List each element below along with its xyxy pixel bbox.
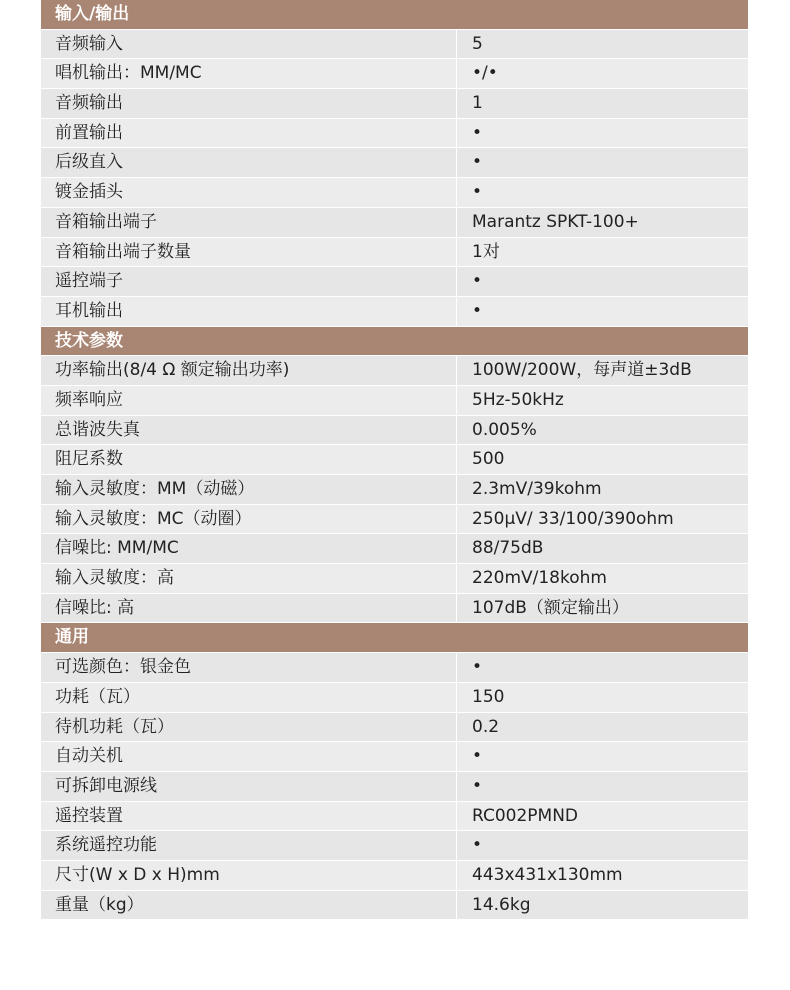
spec-value: 5 (472, 33, 483, 54)
spec-label: 输入灵敏度：高 (41, 564, 457, 593)
spec-value: 5Hz-50kHz (472, 389, 564, 410)
spec-label: 音箱输出端子 (41, 208, 457, 237)
section-header: 技术参数 (41, 327, 748, 357)
spec-value: 0.2 (472, 716, 500, 737)
spec-row (41, 267, 748, 297)
spec-value: Marantz SPKT-100+ (472, 211, 639, 232)
spec-label: 系统遥控功能 (41, 831, 457, 860)
spec-row (41, 445, 748, 475)
section-io (41, 0, 748, 327)
spec-row (41, 30, 748, 60)
section-rows (41, 30, 748, 327)
spec-label: 遥控端子 (41, 267, 457, 296)
spec-label: 信噪比: 高 (41, 594, 457, 623)
spec-label: 音箱输出端子数量 (41, 238, 457, 267)
spec-value: • (472, 300, 483, 321)
spec-value: 220mV/18kohm (472, 568, 607, 589)
spec-row (41, 683, 748, 713)
spec-row (41, 891, 748, 921)
spec-label: 输入灵敏度：MM（动磁） (41, 475, 457, 504)
spec-row (41, 208, 748, 238)
section-header: 通用 (41, 623, 748, 653)
spec-row (41, 297, 748, 327)
spec-value: 1 (472, 93, 483, 114)
spec-row (41, 713, 748, 743)
spec-value: • (472, 835, 483, 856)
spec-row (41, 178, 748, 208)
spec-label: 重量（kg） (41, 891, 457, 920)
spec-value: 14.6kg (472, 894, 531, 915)
spec-row (41, 356, 748, 386)
spec-value: • (472, 152, 483, 173)
spec-label: 唱机输出：MM/MC (41, 59, 457, 88)
spec-value: 100W/200W，每声道±3dB (472, 360, 692, 381)
spec-value: 250μV/ 33/100/390ohm (472, 508, 674, 529)
spec-row (41, 534, 748, 564)
spec-label: 可选颜色：银金色 (41, 653, 457, 682)
spec-label: 音频输出 (41, 89, 457, 118)
spec-label: 功率输出(8/4 Ω 额定输出功率) (41, 356, 457, 385)
spec-row (41, 89, 748, 119)
spec-value: 0.005% (472, 419, 537, 440)
spec-row (41, 238, 748, 268)
section-header: 输入/输出 (41, 0, 748, 30)
spec-value: • (472, 657, 483, 678)
spec-label: 前置输出 (41, 119, 457, 148)
spec-value: 443x431x130mm (472, 864, 623, 885)
spec-label: 音频输入 (41, 30, 457, 59)
spec-value: • (472, 182, 483, 203)
spec-row (41, 772, 748, 802)
section-general (41, 623, 748, 920)
spec-row (41, 119, 748, 149)
spec-label: 功耗（瓦） (41, 683, 457, 712)
spec-row (41, 594, 748, 624)
spec-value: 1对 (472, 241, 500, 262)
spec-row (41, 59, 748, 89)
spec-label: 自动关机 (41, 742, 457, 771)
spec-value: 500 (472, 449, 505, 470)
spec-label: 信噪比: MM/MC (41, 534, 457, 563)
spec-row (41, 148, 748, 178)
spec-label: 遥控装置 (41, 802, 457, 831)
spec-value: RC002PMND (472, 805, 579, 826)
spec-label: 耳机输出 (41, 297, 457, 326)
spec-value: • (472, 775, 483, 796)
spec-value: 107dB（额定输出） (472, 597, 629, 618)
spec-label: 输入灵敏度：MC（动圈） (41, 505, 457, 534)
spec-row (41, 653, 748, 683)
spec-value: • (472, 746, 483, 767)
spec-row (41, 831, 748, 861)
spec-table (41, 0, 748, 920)
spec-label: 阻尼系数 (41, 445, 457, 474)
section-rows (41, 356, 748, 623)
spec-value: 88/75dB (472, 538, 544, 559)
spec-value: 150 (472, 686, 505, 707)
spec-label: 后级直入 (41, 148, 457, 177)
section-technical (41, 327, 748, 624)
spec-label: 总谐波失真 (41, 416, 457, 445)
spec-label: 镀金插头 (41, 178, 457, 207)
spec-row (41, 505, 748, 535)
spec-label: 尺寸(W x D x H)mm (41, 861, 457, 890)
spec-row (41, 564, 748, 594)
spec-row (41, 802, 748, 832)
section-rows (41, 653, 748, 920)
spec-row (41, 742, 748, 772)
spec-label: 待机功耗（瓦） (41, 713, 457, 742)
spec-value: • (472, 122, 483, 143)
spec-row (41, 386, 748, 416)
spec-value: 2.3mV/39kohm (472, 479, 602, 499)
spec-value: • (472, 271, 483, 292)
spec-row (41, 416, 748, 446)
spec-value: •/• (472, 63, 498, 84)
spec-label: 可拆卸电源线 (41, 772, 457, 801)
spec-row (41, 861, 748, 891)
spec-label: 频率响应 (41, 386, 457, 415)
spec-row (41, 475, 748, 505)
